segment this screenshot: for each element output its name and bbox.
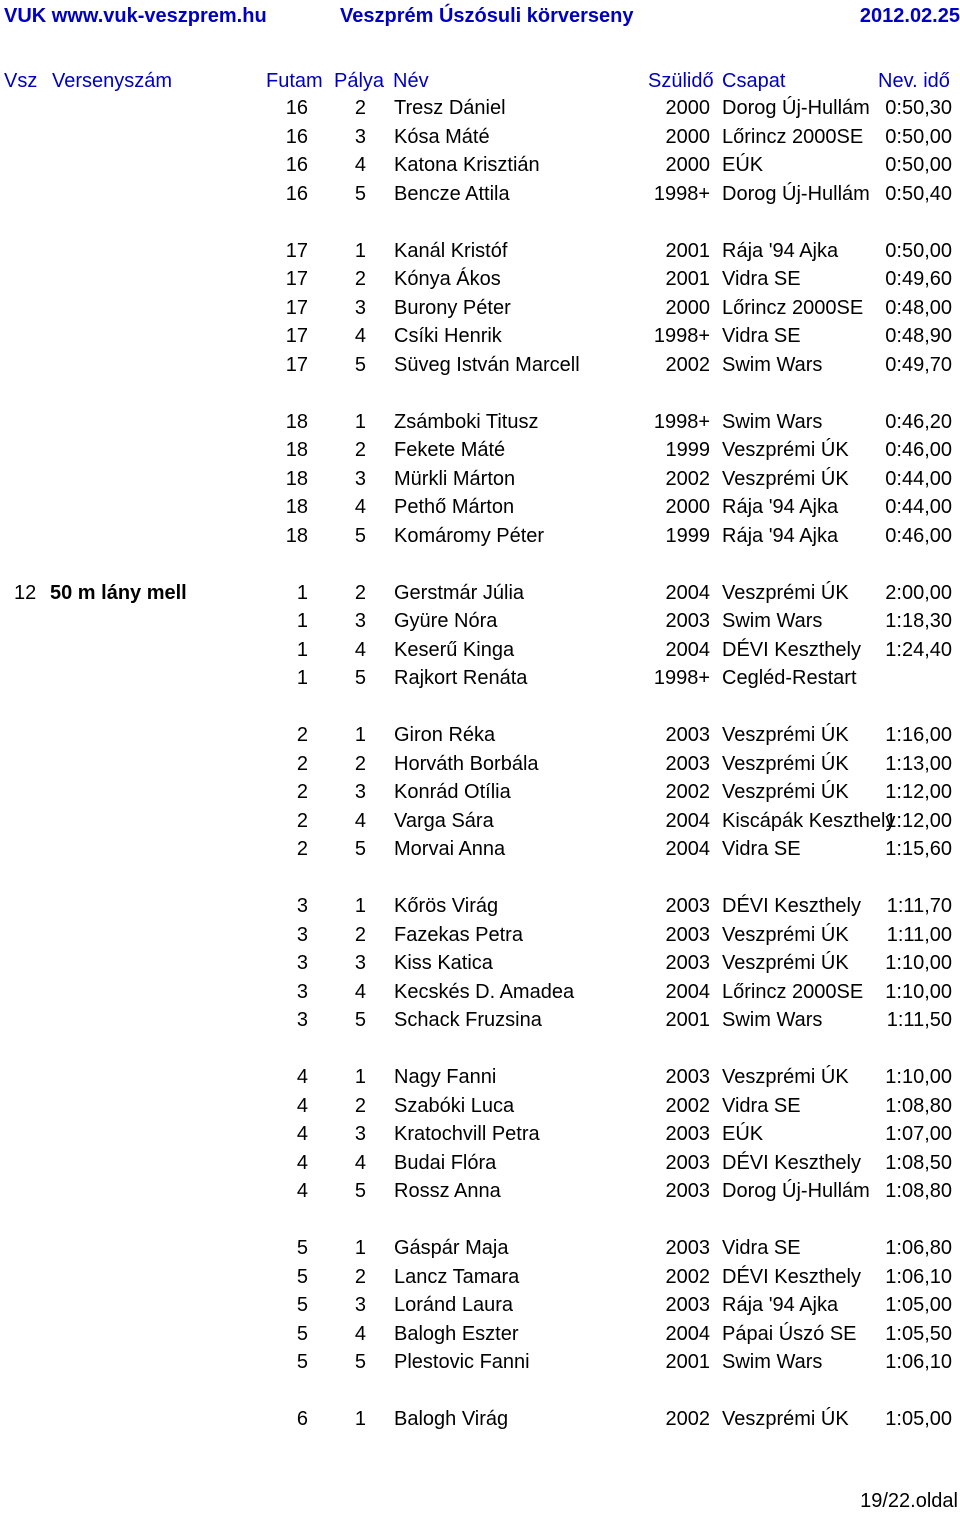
- cell-name: Fekete Máté: [394, 439, 506, 461]
- cell-futam: 2: [296, 724, 308, 746]
- cell-year: 2001: [665, 239, 710, 262]
- cell-year: 2000: [665, 154, 710, 176]
- cell-name: Tresz Dániel: [394, 97, 506, 119]
- cell-time: 1:10,00: [885, 1066, 952, 1088]
- cell-palya: 5: [354, 353, 366, 376]
- cell-club: Rája '94 Ajka: [722, 496, 839, 518]
- cell-club: Veszprémi ÚK: [722, 467, 849, 490]
- cell-time: 0:50,00: [885, 154, 952, 176]
- cell-name: Plestovic Fanni: [394, 1351, 530, 1373]
- cell-name: Gyüre Nóra: [394, 610, 498, 632]
- cell-year: 2002: [665, 1265, 710, 1288]
- cell-year: 2003: [665, 952, 710, 974]
- cell-time: 1:12,00: [885, 809, 952, 832]
- cell-club: Veszprémi ÚK: [722, 923, 849, 946]
- cell-palya: 4: [354, 496, 366, 518]
- cell-palya: 1: [354, 1066, 366, 1088]
- cell-club: Vidra SE: [722, 1237, 801, 1259]
- cell-club: Lőrincz 2000SE: [722, 296, 864, 319]
- table-row: [0, 838, 960, 866]
- cell-name: Kanál Kristóf: [394, 239, 508, 262]
- cell-futam: 18: [285, 496, 308, 518]
- cell-club: DÉVI Keszthely: [722, 1151, 861, 1174]
- cell-club: Vidra SE: [722, 838, 801, 860]
- cell-futam: 17: [285, 296, 308, 319]
- cell-futam: 1: [296, 581, 308, 604]
- table-row: [0, 924, 960, 952]
- cell-futam: 18: [285, 524, 308, 547]
- cell-name: Csíki Henrik: [394, 325, 502, 347]
- cell-futam: 16: [285, 182, 308, 205]
- cell-palya: 1: [354, 895, 366, 917]
- cell-futam: 18: [285, 439, 308, 461]
- cell-palya: 5: [354, 524, 366, 547]
- cell-club: Veszprémi ÚK: [722, 752, 849, 775]
- cell-year: 1998+: [653, 667, 710, 689]
- cell-time: 0:46,20: [885, 410, 952, 433]
- cell-year: 2000: [665, 97, 710, 119]
- cell-name: Nagy Fanni: [394, 1066, 497, 1088]
- col-vsz: Vsz: [4, 70, 38, 92]
- table-row: [0, 610, 960, 638]
- cell-palya: 3: [354, 296, 366, 319]
- cell-name: Loránd Laura: [394, 1294, 513, 1316]
- cell-year: 2003: [665, 1180, 710, 1202]
- table-row: [0, 1095, 960, 1123]
- cell-name: Kecskés D. Amadea: [394, 980, 575, 1003]
- cell-palya: 3: [354, 781, 366, 803]
- cell-club: Rája '94 Ajka: [722, 524, 839, 547]
- cell-futam: 17: [285, 239, 308, 262]
- cell-palya: 2: [354, 1094, 366, 1117]
- cell-club: Swim Wars: [722, 610, 823, 632]
- cell-name: Rajkort Renáta: [394, 667, 528, 689]
- cell-club: Veszprémi ÚK: [722, 581, 849, 604]
- cell-futam: 4: [296, 1151, 308, 1174]
- cell-palya: 4: [354, 1151, 366, 1174]
- cell-palya: 4: [354, 809, 366, 832]
- cell-event: 50 m lány mell: [50, 581, 187, 604]
- cell-futam: 3: [296, 980, 308, 1003]
- table-row: [0, 325, 960, 353]
- col-year: Szülidő: [648, 70, 714, 92]
- table-row: [0, 639, 960, 667]
- cell-year: 2000: [665, 496, 710, 518]
- cell-time: 0:46,00: [885, 524, 952, 547]
- cell-time: 1:11,70: [886, 895, 952, 917]
- cell-club: Veszprémi ÚK: [722, 1066, 849, 1088]
- cell-club: EÚK: [722, 154, 764, 176]
- cell-palya: 1: [354, 239, 366, 262]
- cell-name: Kiss Katica: [394, 952, 493, 974]
- cell-time: 1:13,00: [885, 752, 952, 775]
- competition-title: Veszprém Úszósuli körverseny: [340, 5, 634, 27]
- cell-time: 1:06,10: [885, 1265, 952, 1288]
- cell-time: 1:08,50: [885, 1151, 952, 1174]
- cell-time: 2:00,00: [885, 581, 952, 604]
- table-row: [0, 240, 960, 268]
- table-row: [0, 126, 960, 154]
- page-number: 19/22.oldal: [860, 1490, 958, 1512]
- cell-name: Komáromy Péter: [394, 524, 545, 547]
- cell-year: 2003: [665, 1066, 710, 1088]
- cell-name: Balogh Eszter: [394, 1322, 519, 1345]
- cell-club: Veszprémi ÚK: [722, 952, 849, 974]
- cell-year: 1999: [665, 524, 710, 547]
- cell-palya: 2: [354, 97, 366, 119]
- cell-name: Fazekas Petra: [394, 923, 523, 946]
- cell-time: 0:50,30: [885, 97, 952, 119]
- site-label: VUK www.vuk-veszprem.hu: [4, 5, 267, 27]
- cell-year: 1998+: [653, 325, 710, 347]
- table-row: [0, 1066, 960, 1094]
- cell-time: 1:05,00: [885, 1294, 952, 1316]
- cell-futam: 3: [296, 1009, 308, 1031]
- cell-name: Pethő Márton: [394, 496, 515, 518]
- cell-time: 1:07,00: [885, 1123, 952, 1145]
- cell-year: 1998+: [653, 182, 710, 205]
- cell-year: 2004: [665, 581, 710, 604]
- cell-year: 2002: [665, 467, 710, 490]
- cell-palya: 5: [354, 1351, 366, 1373]
- cell-club: DÉVI Keszthely: [722, 895, 861, 917]
- cell-palya: 3: [354, 610, 366, 632]
- cell-club: EÚK: [722, 1123, 764, 1145]
- cell-name: Kósa Máté: [394, 125, 490, 148]
- table-row: [0, 468, 960, 496]
- cell-year: 2004: [665, 980, 710, 1003]
- cell-year: 2002: [665, 1408, 710, 1430]
- table-row: [0, 1123, 960, 1151]
- cell-year: 2003: [665, 752, 710, 775]
- table-row: [0, 667, 960, 695]
- cell-club: Veszprémi ÚK: [722, 781, 849, 803]
- cell-name: Katona Krisztián: [394, 154, 540, 176]
- cell-futam: 5: [296, 1265, 308, 1288]
- cell-name: Kónya Ákos: [394, 268, 501, 290]
- table-row: [0, 1237, 960, 1265]
- cell-year: 2001: [665, 1351, 710, 1373]
- cell-club: DÉVI Keszthely: [722, 638, 861, 661]
- cell-time: 1:12,00: [885, 781, 952, 803]
- cell-time: 0:44,00: [885, 467, 952, 490]
- cell-time: 1:10,00: [885, 952, 952, 974]
- table-row: [0, 1152, 960, 1180]
- cell-name: Bencze Attila: [394, 182, 510, 205]
- cell-year: 2003: [665, 923, 710, 946]
- cell-name: Gerstmár Júlia: [394, 581, 525, 604]
- cell-futam: 16: [285, 154, 308, 176]
- cell-club: Pápai Úszó SE: [722, 1322, 857, 1345]
- cell-time: 1:08,80: [885, 1094, 952, 1117]
- cell-name: Giron Réka: [394, 724, 496, 746]
- col-event: Versenyszám: [52, 70, 173, 92]
- cell-name: Szabóki Luca: [394, 1094, 515, 1117]
- cell-futam: 1: [296, 638, 308, 661]
- cell-year: 2003: [665, 1237, 710, 1259]
- cell-time: 0:50,40: [885, 182, 952, 205]
- cell-palya: 1: [354, 724, 366, 746]
- cell-club: Veszprémi ÚK: [722, 724, 849, 746]
- cell-futam: 2: [296, 752, 308, 775]
- cell-name: Burony Péter: [394, 296, 511, 319]
- cell-time: 1:24,40: [885, 638, 952, 661]
- cell-name: Schack Fruzsina: [394, 1009, 542, 1031]
- cell-year: 2004: [665, 638, 710, 661]
- cell-time: 1:16,00: [885, 724, 952, 746]
- cell-time: 1:06,10: [885, 1351, 952, 1373]
- cell-palya: 2: [354, 1265, 366, 1288]
- table-row: [0, 354, 960, 382]
- cell-palya: 5: [354, 667, 366, 689]
- cell-palya: 4: [354, 1322, 366, 1345]
- table-row: [0, 297, 960, 325]
- col-futam: Futam: [266, 70, 323, 92]
- cell-futam: 1: [296, 667, 308, 689]
- cell-futam: 4: [296, 1180, 308, 1202]
- cell-time: 0:50,00: [885, 125, 952, 148]
- cell-name: Gáspár Maja: [394, 1237, 509, 1259]
- cell-futam: 5: [296, 1237, 308, 1259]
- cell-time: 1:15,60: [885, 838, 952, 860]
- cell-futam: 5: [296, 1322, 308, 1345]
- cell-club: Veszprémi ÚK: [722, 1408, 849, 1430]
- col-time: Nev. idő: [878, 70, 950, 92]
- cell-futam: 4: [296, 1123, 308, 1145]
- table-row: [0, 1266, 960, 1294]
- cell-palya: 1: [354, 1408, 366, 1430]
- cell-club: Veszprémi ÚK: [722, 439, 849, 461]
- cell-palya: 2: [354, 439, 366, 461]
- cell-year: 2003: [665, 724, 710, 746]
- table-row: [0, 1323, 960, 1351]
- cell-club: Cegléd-Restart: [722, 667, 857, 689]
- cell-club: Swim Wars: [722, 353, 823, 376]
- cell-time: 1:05,50: [885, 1322, 952, 1345]
- cell-time: 1:06,80: [885, 1237, 952, 1259]
- cell-time: 0:44,00: [885, 496, 952, 518]
- cell-name: Balogh Virág: [394, 1408, 509, 1430]
- cell-name: Kőrös Virág: [394, 895, 499, 917]
- cell-club: Dorog Új-Hullám: [722, 182, 870, 205]
- cell-palya: 2: [354, 581, 366, 604]
- cell-club: Swim Wars: [722, 410, 823, 433]
- cell-club: Lőrincz 2000SE: [722, 980, 864, 1003]
- cell-name: Morvai Anna: [394, 838, 506, 860]
- cell-futam: 18: [285, 467, 308, 490]
- cell-time: 0:49,70: [885, 353, 952, 376]
- table-row: [0, 582, 960, 610]
- cell-name: Varga Sára: [394, 809, 494, 832]
- cell-year: 2001: [665, 1009, 710, 1031]
- cell-club: Dorog Új-Hullám: [722, 1180, 870, 1202]
- cell-name: Keserű Kinga: [394, 638, 515, 661]
- cell-palya: 5: [354, 838, 366, 860]
- table-row: [0, 97, 960, 125]
- cell-futam: 3: [296, 952, 308, 974]
- cell-palya: 2: [354, 752, 366, 775]
- cell-futam: 4: [296, 1066, 308, 1088]
- cell-futam: 2: [296, 838, 308, 860]
- cell-palya: 4: [354, 325, 366, 347]
- competition-date: 2012.02.25: [859, 5, 960, 27]
- cell-club: Kiscápák Keszthely: [722, 809, 896, 832]
- cell-year: 1999: [665, 439, 710, 461]
- cell-club: Vidra SE: [722, 268, 801, 290]
- cell-year: 2000: [665, 296, 710, 319]
- cell-vsz: 12: [14, 581, 37, 604]
- cell-palya: 5: [354, 1180, 366, 1202]
- col-name: Név: [393, 70, 429, 92]
- cell-year: 2001: [665, 268, 710, 290]
- table-row: [0, 268, 960, 296]
- table-row: [0, 1180, 960, 1208]
- cell-time: 1:18,30: [885, 610, 952, 632]
- cell-year: 2003: [665, 1294, 710, 1316]
- cell-name: Horváth Borbála: [394, 752, 539, 775]
- cell-club: Vidra SE: [722, 1094, 801, 1117]
- cell-palya: 1: [354, 1237, 366, 1259]
- cell-time: 0:46,00: [885, 439, 952, 461]
- table-row: [0, 496, 960, 524]
- cell-time: 1:11,00: [886, 923, 952, 946]
- cell-club: Swim Wars: [722, 1351, 823, 1373]
- cell-palya: 3: [354, 467, 366, 490]
- cell-time: 1:08,80: [885, 1180, 952, 1202]
- cell-futam: 17: [285, 325, 308, 347]
- cell-futam: 3: [296, 923, 308, 946]
- table-row: [0, 154, 960, 182]
- cell-year: 2004: [665, 1322, 710, 1345]
- cell-name: Zsámboki Titusz: [394, 410, 539, 433]
- cell-name: Konrád Otília: [394, 781, 511, 803]
- table-row: [0, 411, 960, 439]
- cell-club: Rája '94 Ajka: [722, 1294, 839, 1316]
- cell-club: Lőrincz 2000SE: [722, 125, 864, 148]
- table-row: [0, 895, 960, 923]
- col-palya: Pálya: [334, 70, 385, 92]
- cell-time: 1:05,00: [885, 1408, 952, 1430]
- cell-club: Swim Wars: [722, 1009, 823, 1031]
- cell-name: Rossz Anna: [394, 1180, 501, 1202]
- cell-club: Dorog Új-Hullám: [722, 97, 870, 119]
- cell-time: 1:11,50: [886, 1009, 952, 1031]
- cell-palya: 5: [354, 182, 366, 205]
- cell-palya: 1: [354, 410, 366, 433]
- cell-palya: 2: [354, 268, 366, 290]
- cell-futam: 1: [296, 610, 308, 632]
- cell-name: Süveg István Marcell: [394, 353, 580, 376]
- cell-futam: 6: [296, 1408, 308, 1430]
- cell-palya: 4: [354, 154, 366, 176]
- table-row: [0, 439, 960, 467]
- cell-club: DÉVI Keszthely: [722, 1265, 861, 1288]
- cell-futam: 18: [285, 410, 308, 433]
- cell-year: 2000: [665, 125, 710, 148]
- cell-club: Vidra SE: [722, 325, 801, 347]
- table-row: [0, 1408, 960, 1436]
- table-row: [0, 183, 960, 211]
- cell-year: 2003: [665, 1123, 710, 1145]
- cell-palya: 3: [354, 125, 366, 148]
- table-row: [0, 952, 960, 980]
- cell-time: 0:49,60: [885, 268, 952, 290]
- cell-futam: 5: [296, 1294, 308, 1316]
- cell-palya: 2: [354, 923, 366, 946]
- table-row: [0, 981, 960, 1009]
- cell-time: 0:48,00: [885, 296, 952, 319]
- table-row: [0, 1009, 960, 1037]
- cell-futam: 17: [285, 268, 308, 290]
- cell-futam: 5: [296, 1351, 308, 1373]
- col-club: Csapat: [722, 70, 786, 92]
- cell-year: 2002: [665, 353, 710, 376]
- cell-futam: 16: [285, 125, 308, 148]
- table-row: [0, 753, 960, 781]
- cell-year: 2004: [665, 809, 710, 832]
- cell-name: Budai Flóra: [394, 1151, 497, 1174]
- cell-palya: 4: [354, 638, 366, 661]
- cell-year: 2003: [665, 610, 710, 632]
- cell-futam: 17: [285, 353, 308, 376]
- cell-year: 2002: [665, 1094, 710, 1117]
- cell-year: 2002: [665, 781, 710, 803]
- cell-futam: 2: [296, 781, 308, 803]
- table-row: [0, 781, 960, 809]
- cell-futam: 2: [296, 809, 308, 832]
- cell-palya: 5: [354, 1009, 366, 1031]
- cell-name: Lancz Tamara: [394, 1265, 520, 1288]
- cell-club: Rája '94 Ajka: [722, 239, 839, 262]
- cell-palya: 3: [354, 1294, 366, 1316]
- cell-name: Mürkli Márton: [394, 467, 516, 490]
- cell-futam: 16: [285, 97, 308, 119]
- table-row: [0, 1351, 960, 1379]
- cell-palya: 4: [354, 980, 366, 1003]
- cell-palya: 3: [354, 1123, 366, 1145]
- cell-time: 0:48,90: [885, 325, 952, 347]
- cell-year: 1998+: [653, 410, 710, 433]
- cell-futam: 4: [296, 1094, 308, 1117]
- cell-time: 1:10,00: [885, 980, 952, 1003]
- cell-year: 2003: [665, 895, 710, 917]
- cell-futam: 3: [296, 895, 308, 917]
- cell-year: 2003: [665, 1151, 710, 1174]
- cell-year: 2004: [665, 838, 710, 860]
- cell-palya: 3: [354, 952, 366, 974]
- table-row: [0, 525, 960, 553]
- table-row: [0, 810, 960, 838]
- table-row: [0, 724, 960, 752]
- table-row: [0, 1294, 960, 1322]
- cell-time: 0:50,00: [885, 239, 952, 262]
- cell-name: Kratochvill Petra: [394, 1123, 540, 1145]
